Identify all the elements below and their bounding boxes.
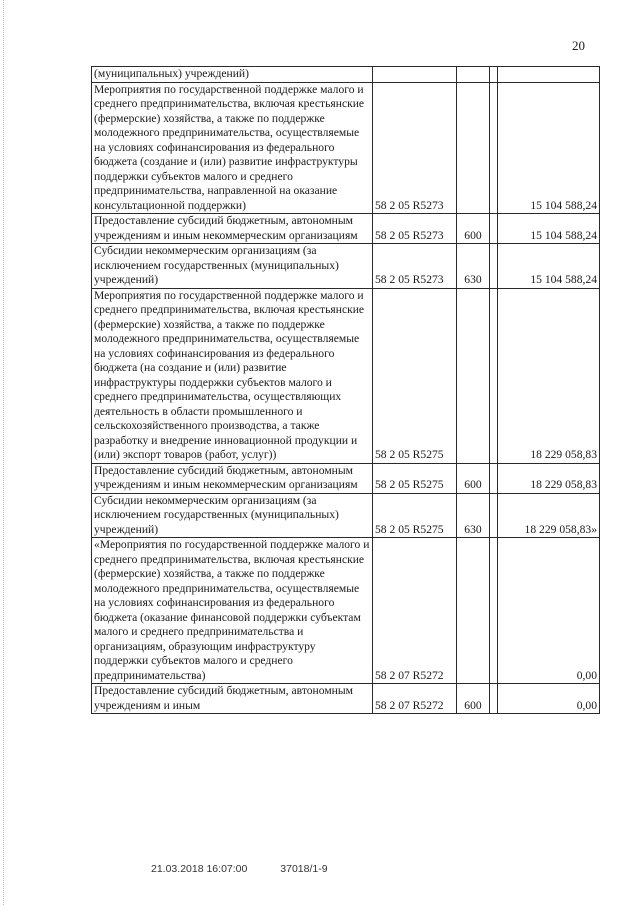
row-name-cell: Субсидии некоммерческим организациям (за исключением государственных (муниципальных) учреждений) bbox=[92, 493, 373, 538]
row-expense-type-cell bbox=[457, 82, 490, 214]
footer bbox=[151, 863, 328, 875]
row-spacer-cell bbox=[490, 538, 498, 684]
row-spacer-cell bbox=[490, 67, 498, 83]
table-row bbox=[92, 538, 600, 684]
row-sum-cell: 18 229 058,83 bbox=[498, 288, 600, 463]
table-row bbox=[92, 67, 600, 83]
row-code-cell: 58 2 05 R5273 bbox=[373, 82, 457, 214]
row-name-cell: «Мероприятия по государственной поддержке малого и среднего предпринимательства, включая крестьянские (фермерские) хозяйства, а также по поддержке молодежного предпринимательства, осуществляемые на условиях софинансирования из федерального бюджета (оказание финансовой поддержки субъектам малого и среднего предпринимательства и организациям, образующим инфраструктуру поддержки субъектов малого и среднего предпринимательства) bbox=[92, 538, 373, 684]
row-spacer-cell bbox=[490, 82, 498, 214]
footer-document-id: 37018/1-9 bbox=[280, 863, 328, 875]
row-sum-cell: 15 104 588,24 bbox=[498, 214, 600, 244]
row-sum-cell: 15 104 588,24 bbox=[498, 244, 600, 289]
row-code-cell bbox=[373, 67, 457, 83]
table-row bbox=[92, 684, 600, 714]
row-sum-cell: 15 104 588,24 bbox=[498, 82, 600, 214]
row-name-cell: (муниципальных) учреждений) bbox=[92, 67, 373, 83]
row-expense-type-cell: 630 bbox=[457, 244, 490, 289]
row-code-cell: 58 2 05 R5273 bbox=[373, 214, 457, 244]
row-sum-cell: 18 229 058,83» bbox=[498, 493, 600, 538]
row-code-cell: 58 2 05 R5273 bbox=[373, 244, 457, 289]
row-code-cell: 58 2 07 R5272 bbox=[373, 684, 457, 714]
row-expense-type-cell bbox=[457, 67, 490, 83]
row-spacer-cell bbox=[490, 463, 498, 493]
row-code-cell: 58 2 05 R5275 bbox=[373, 463, 457, 493]
row-expense-type-cell: 600 bbox=[457, 214, 490, 244]
row-spacer-cell bbox=[490, 244, 498, 289]
table-row bbox=[92, 244, 600, 289]
row-expense-type-cell bbox=[457, 288, 490, 463]
row-code-cell: 58 2 05 R5275 bbox=[373, 493, 457, 538]
budget-table bbox=[91, 66, 600, 714]
table-row bbox=[92, 463, 600, 493]
row-spacer-cell bbox=[490, 493, 498, 538]
row-spacer-cell bbox=[490, 214, 498, 244]
row-expense-type-cell: 630 bbox=[457, 493, 490, 538]
page-number: 20 bbox=[572, 38, 585, 53]
row-spacer-cell bbox=[490, 684, 498, 714]
table-row bbox=[92, 82, 600, 214]
row-sum-cell bbox=[498, 67, 600, 83]
row-name-cell: Мероприятия по государственной поддержке малого и среднего предпринимательства, включая крестьянские (фермерские) хозяйства, а также по поддержке молодежного предпринимательства, осуществляемые на условиях софинансирования из федерального бюджета (создание и (или) развитие инфраструктуры поддержки субъектов малого и среднего предпринимательства, направленной на оказание консультационной поддержки) bbox=[92, 82, 373, 214]
footer-timestamp: 21.03.2018 16:07:00 bbox=[151, 863, 248, 875]
row-code-cell: 58 2 07 R5272 bbox=[373, 538, 457, 684]
row-name-cell: Субсидии некоммерческим организациям (за исключением государственных (муниципальных) учреждений) bbox=[92, 244, 373, 289]
row-expense-type-cell: 600 bbox=[457, 684, 490, 714]
row-name-cell: Предоставление субсидий бюджетным, автономным учреждениям и иным некоммерческим организациям bbox=[92, 214, 373, 244]
scan-edge-line bbox=[3, 0, 5, 905]
table-row bbox=[92, 214, 600, 244]
row-code-cell: 58 2 05 R5275 bbox=[373, 288, 457, 463]
row-name-cell: Мероприятия по государственной поддержке малого и среднего предпринимательства, включая крестьянские (фермерские) хозяйства, а также по поддержке молодежного предпринимательства, осуществляемые на условиях софинансирования из федерального бюджета (на создание и (или) развитие инфраструктуры поддержки субъектов малого и среднего предпринимательства, осуществляющих деятельность в области промышленного и сельскохозяйственного производства, а также разработку и внедрение инновационной продукции и (или) экспорт товаров (работ, услуг)) bbox=[92, 288, 373, 463]
row-name-cell: Предоставление субсидий бюджетным, автономным учреждениям и иным bbox=[92, 684, 373, 714]
table-row bbox=[92, 288, 600, 463]
row-spacer-cell bbox=[490, 288, 498, 463]
row-expense-type-cell bbox=[457, 538, 490, 684]
row-sum-cell: 0,00 bbox=[498, 538, 600, 684]
row-expense-type-cell: 600 bbox=[457, 463, 490, 493]
row-sum-cell: 18 229 058,83 bbox=[498, 463, 600, 493]
row-name-cell: Предоставление субсидий бюджетным, автономным учреждениям и иным некоммерческим организациям bbox=[92, 463, 373, 493]
row-sum-cell: 0,00 bbox=[498, 684, 600, 714]
table-row bbox=[92, 493, 600, 538]
